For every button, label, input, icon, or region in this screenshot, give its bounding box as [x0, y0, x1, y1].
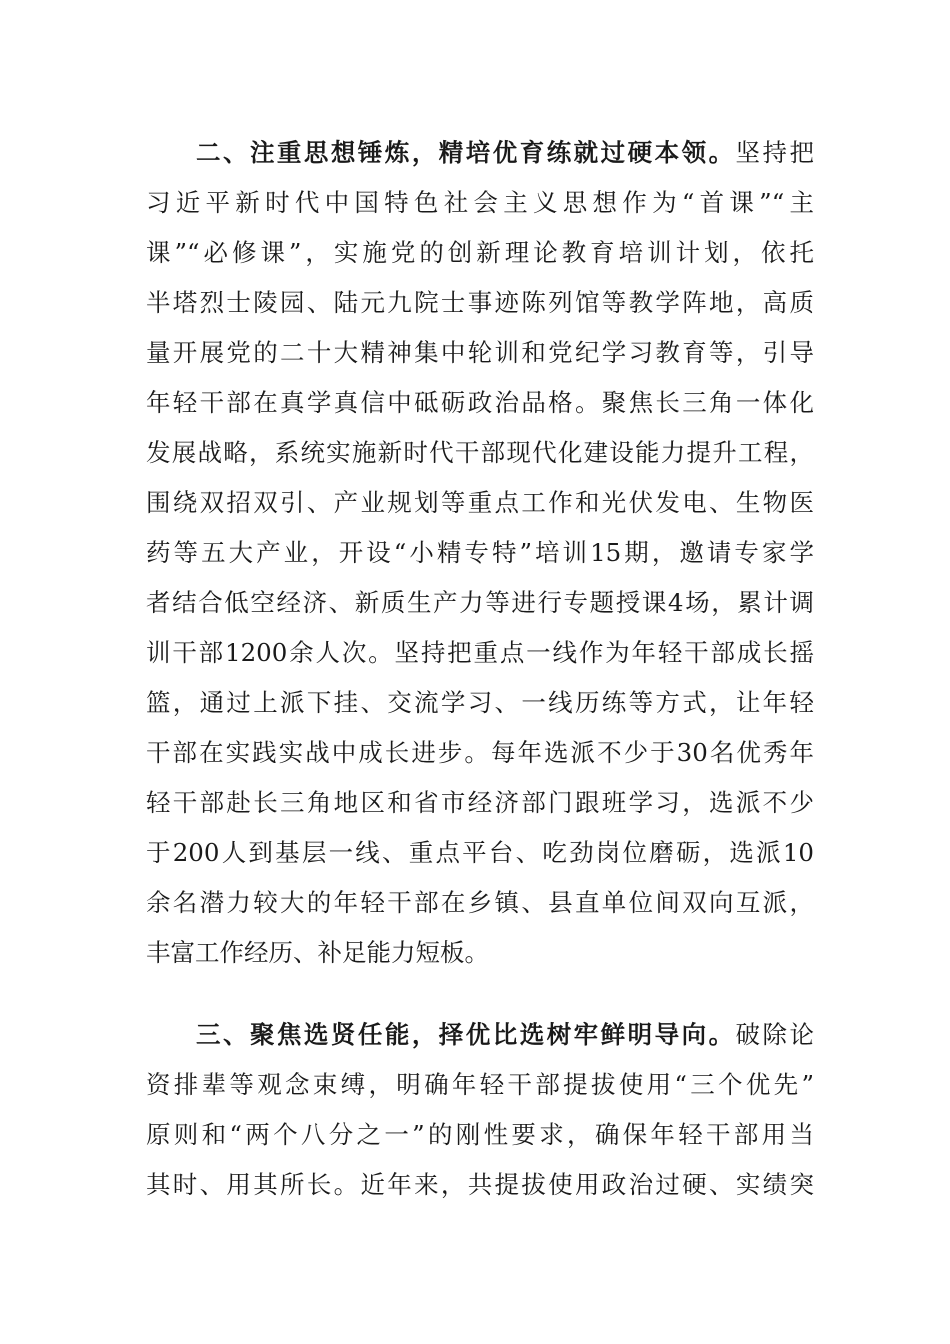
- paragraph-line: 围绕双招双引、产业规划等重点工作和光伏发电、生物医: [146, 488, 814, 517]
- paragraph-line: 者结合低空经济、新质生产力等进行专题授课4场，累计调: [146, 588, 814, 617]
- paragraph-line: 药等五大产业，开设“小精专特”培训15期，邀请专家学: [146, 538, 814, 567]
- paragraph-line: 资排辈等观念束缚，明确年轻干部提拔使用“三个优先”: [146, 1070, 814, 1099]
- paragraph-line: 习近平新时代中国特色社会主义思想作为“首课”“主: [146, 188, 814, 217]
- paragraph-line: 训干部1200余人次。坚持把重点一线作为年轻干部成长摇: [146, 638, 814, 667]
- paragraph-line: 于200人到基层一线、重点平台、吃劲岗位磨砺，选派10: [146, 838, 814, 867]
- paragraph-line: 余名潜力较大的年轻干部在乡镇、县直单位间双向互派，: [146, 888, 814, 917]
- paragraph-line: 课”“必修课”，实施党的创新理论教育培训计划，依托: [146, 238, 814, 267]
- paragraph-line: 原则和“两个八分之一”的刚性要求，确保年轻干部用当: [146, 1120, 814, 1149]
- section-heading: 三、聚焦选贤任能，择优比选树牢鲜明导向。: [196, 1020, 736, 1049]
- section-heading: 二、注重思想锤炼，精培优育练就过硬本领。: [196, 138, 736, 167]
- paragraph-line: 发展战略，系统实施新时代干部现代化建设能力提升工程，: [146, 438, 814, 467]
- paragraph-line: [196, 1020, 814, 1050]
- paragraph-text: 破除论: [735, 1020, 815, 1049]
- paragraph-text: 坚持把: [735, 138, 815, 167]
- paragraph-line: 篮，通过上派下挂、交流学习、一线历练等方式，让年轻: [146, 688, 814, 717]
- paragraph-line: 丰富工作经历、补足能力短板。: [146, 938, 489, 967]
- paragraph-line: 半塔烈士陵园、陆元九院士事迹陈列馆等教学阵地，高质: [146, 288, 814, 317]
- paragraph-line: 干部在实践实战中成长进步。每年选派不少于30名优秀年: [146, 738, 814, 767]
- paragraph-line: [196, 138, 814, 168]
- paragraph-line: 量开展党的二十大精神集中轮训和党纪学习教育等，引导: [146, 338, 814, 367]
- paragraph-line: 其时、用其所长。近年来，共提拔使用政治过硬、实绩突: [146, 1170, 814, 1199]
- paragraph-line: 轻干部赴长三角地区和省市经济部门跟班学习，选派不少: [146, 788, 814, 817]
- paragraph-line: 年轻干部在真学真信中砥砺政治品格。聚焦长三角一体化: [146, 388, 814, 417]
